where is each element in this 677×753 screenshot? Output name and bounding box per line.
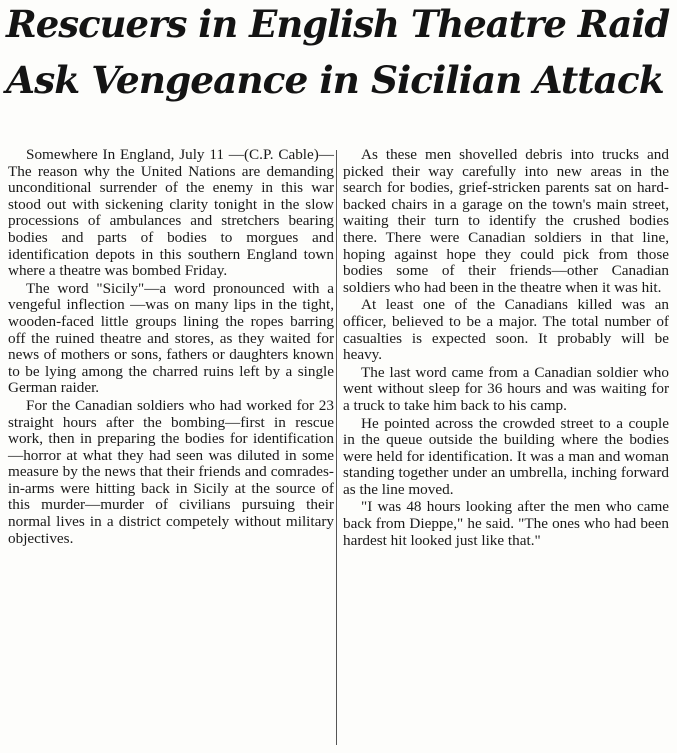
body-paragraph: He pointed across the crowded street to a couple in the queue outside the building where the bodies were held for identification. It was a man and woman standing together under an umbrella, inching forward as the line moved.	[343, 414, 669, 498]
body-paragraph: "I was 48 hours looking after the men who came back from Dieppe," he said. "The ones who had been hardest hit looked just like that."	[343, 498, 669, 549]
left-column	[8, 147, 334, 547]
column-divider	[336, 150, 337, 745]
body-paragraph: For the Canadian soldiers who had worked for 23 straight hours after the bombing—first in rescue work, then in preparing the bodies for identification—horror at what they had seen was diluted in some measure by the news that their friends and comrades-in-arms were hitting back in Sicily at the source of this murder—murder of civilians pursuing their normal lives in a district competely without military objectives.	[8, 396, 334, 547]
body-paragraph: The last word came from a Canadian soldier who went without sleep for 36 hours and was waiting for a truck to take him back to his camp.	[343, 363, 669, 414]
headline-line-2: Ask Vengeance in Sicilian Attack	[6, 58, 664, 102]
body-paragraph: Somewhere In England, July 11 —(C.P. Cable)—The reason why the United Nations are demanding unconditional surrender of the enemy in this war stood out with sickening clarity tonight in the slow processions of ambulances and stretchers bearing bodies and parts of bodies to morgues and identification depots in this southern England town where a theatre was bombed Friday.	[8, 146, 334, 280]
body-paragraph: At least one of the Canadians killed was an officer, believed to be a major. The total number of casualties is expected soon. It probably will be heavy.	[343, 296, 669, 364]
headline-line-1: Rescuers in English Theatre Raid	[6, 2, 670, 46]
body-paragraph: As these men shovelled debris into trucks and picked their way carefully into new areas in the search for bodies, grief-stricken parents sat on hard-backed chairs in a garage on the town's main street, waiting their turn to identify the crushed bodies there. There were Canadian soldiers in that line, hoping against hope they could pick from those bodies some of their friends—other Canadian soldiers who had been in the theatre when it was hit.	[343, 146, 669, 296]
right-column	[343, 147, 669, 549]
body-paragraph: The word "Sicily"—a word pronounced with a vengeful inflection —was on many lips in the tight, wooden-faced little groups lining the ropes barring off the ruined theatre and stores, as they waited for news of mothers or sons, fathers or daughters known to be lying among the charred ruins left by a single German raider.	[8, 279, 334, 397]
